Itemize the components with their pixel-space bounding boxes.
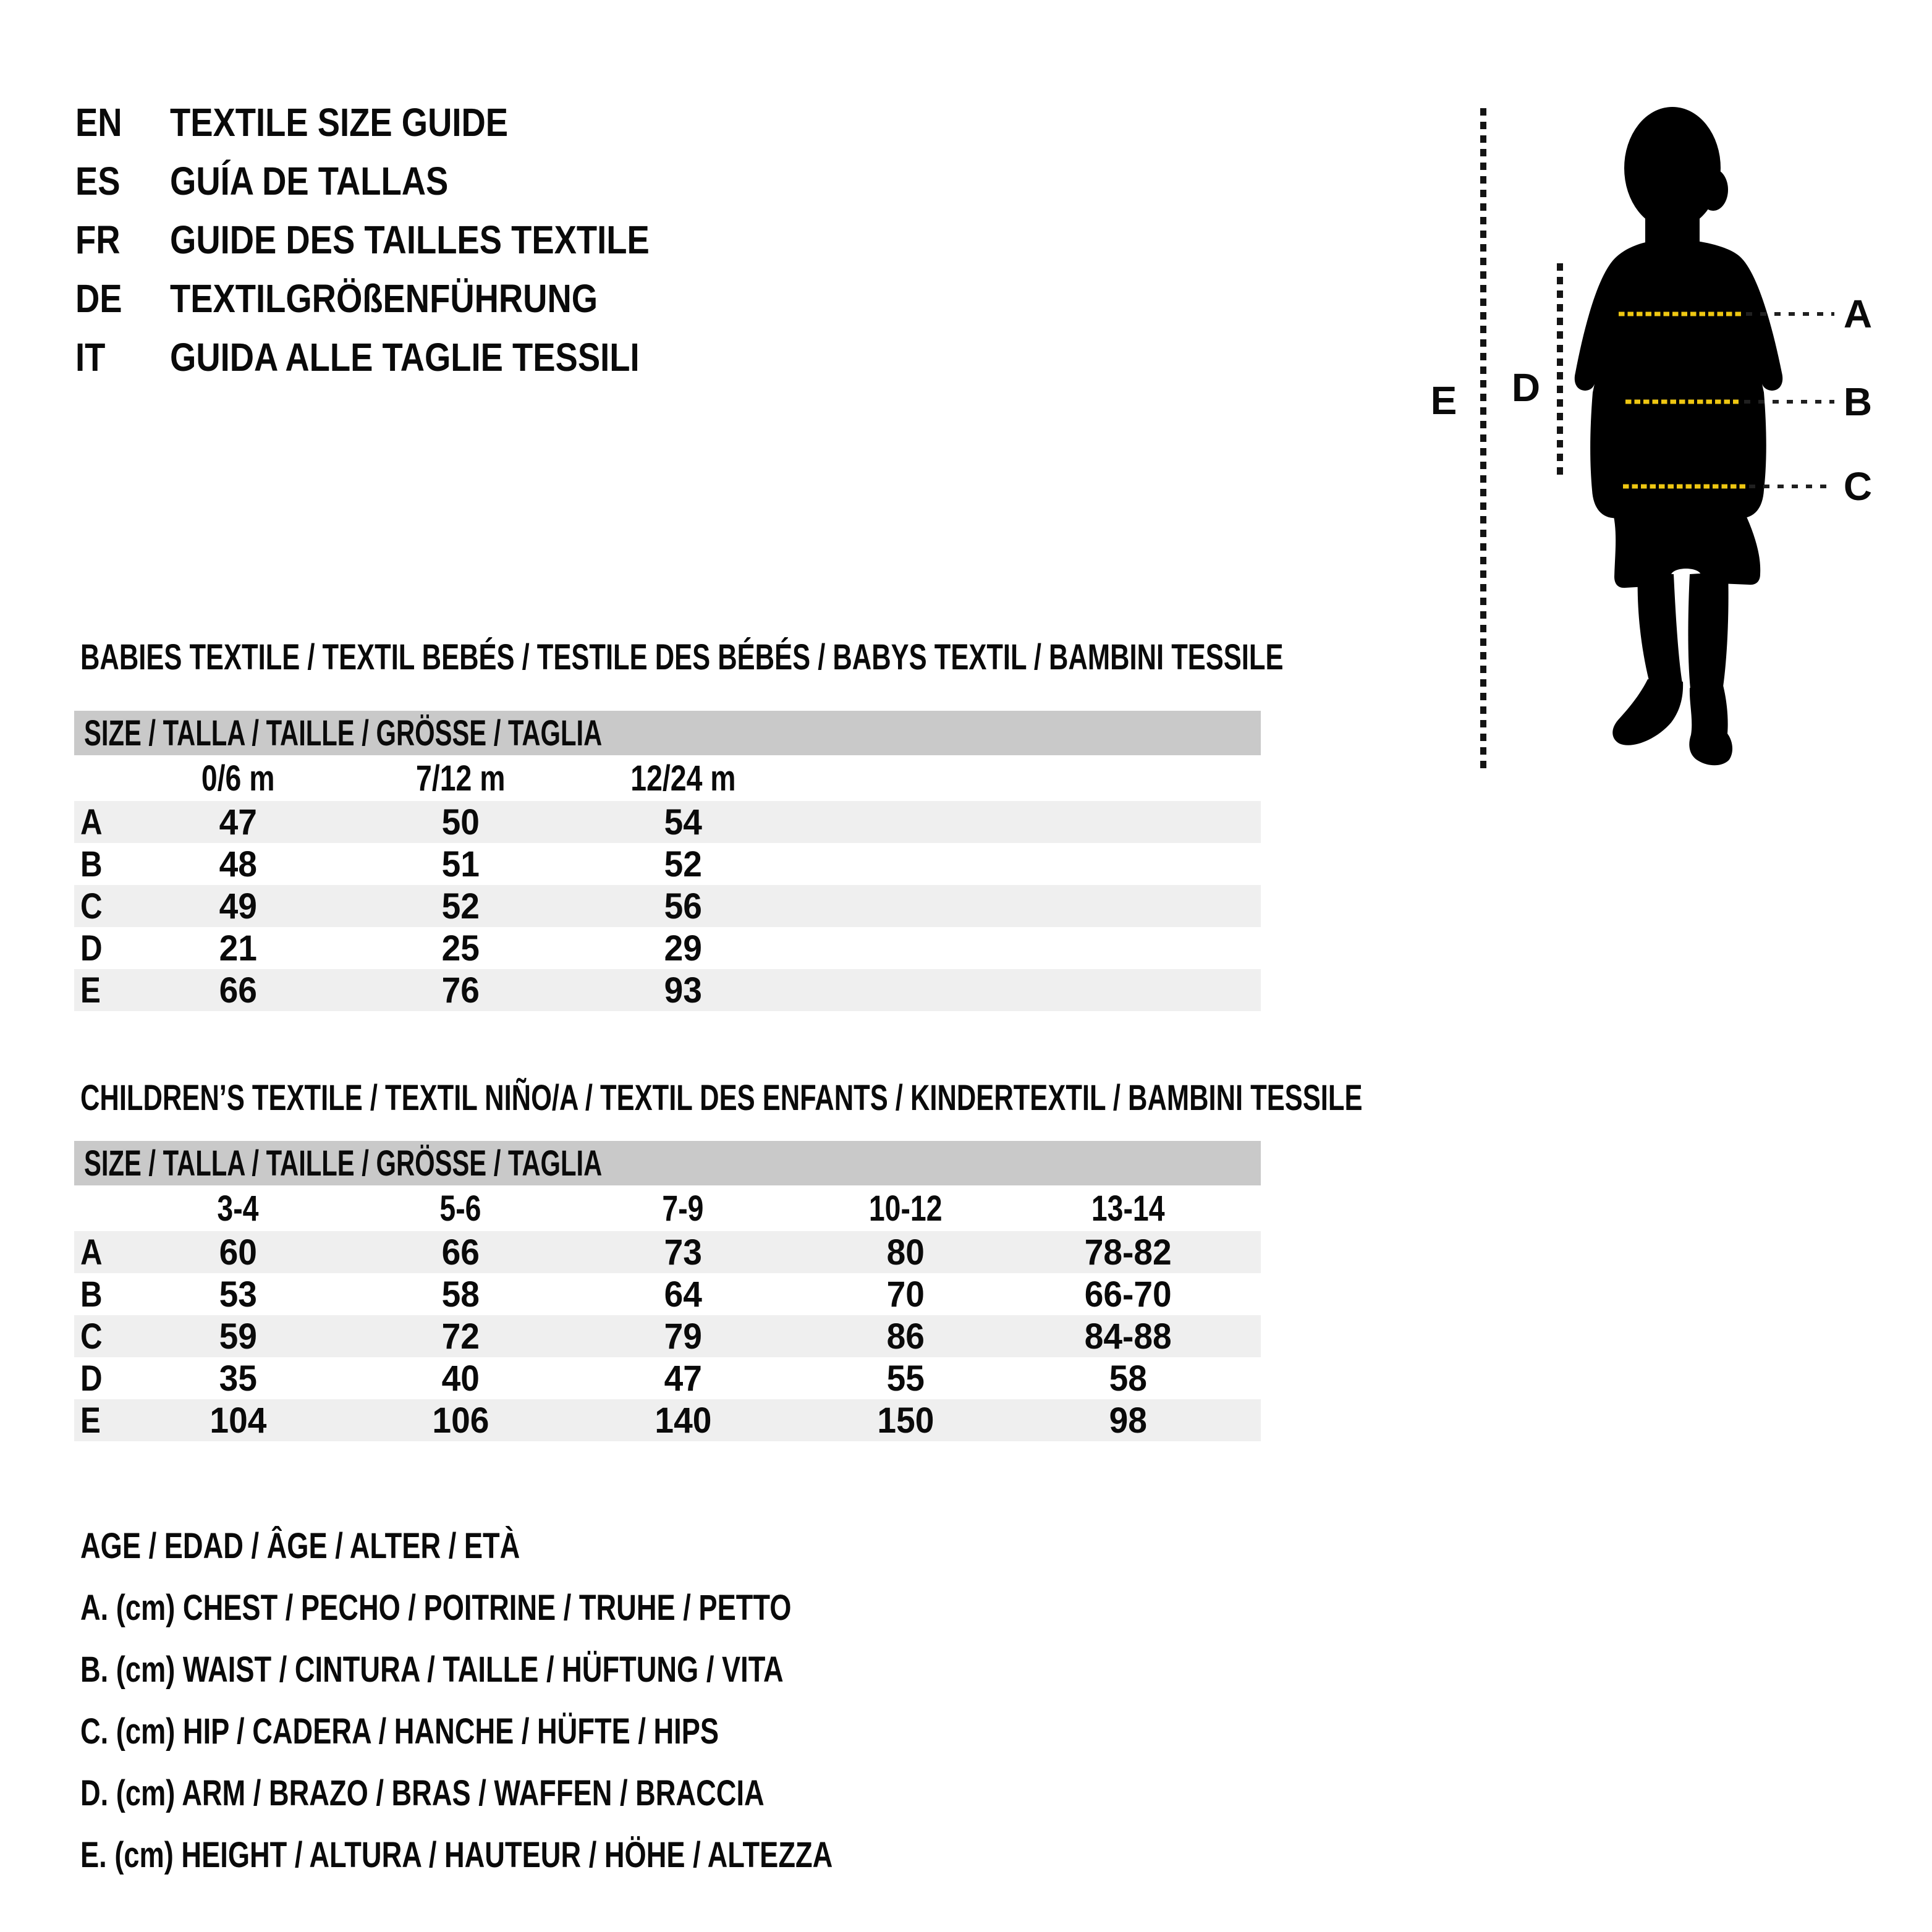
- value-text: 58: [1109, 1358, 1147, 1399]
- figure-label-c: C: [1843, 464, 1873, 509]
- row-label-text: E: [80, 1400, 101, 1441]
- legend-text: B. (cm) WAIST / CINTURA / TAILLE / HÜFTUNG / VITA: [80, 1649, 784, 1690]
- value-text: 56: [664, 886, 702, 926]
- row-label-text: A: [80, 802, 103, 842]
- value-cell: [572, 801, 794, 843]
- babies-column-header-text: 0/6 m: [201, 758, 275, 799]
- children-size-table: [74, 1141, 1261, 1441]
- babies-column-header-text: 12/24 m: [630, 758, 736, 799]
- value-text: 29: [664, 928, 702, 968]
- value-cell: [794, 1273, 1017, 1315]
- babies-section-title-text: BABIES TEXTILE / TEXTIL BEBÉS / TESTILE DES BÉBÉS / BABYS TEXTIL / BAMBINI TESSILE: [80, 637, 1284, 677]
- babies-size-table: [74, 711, 1261, 1011]
- language-title-it: [170, 334, 722, 380]
- value-text: 49: [219, 886, 257, 926]
- value-cell: [572, 1357, 794, 1399]
- value-cell: [794, 1315, 1017, 1357]
- value-text: 60: [219, 1232, 257, 1273]
- babies-size-header-bar: [74, 711, 1261, 755]
- row-label-text: B: [80, 844, 103, 884]
- legend-text: AGE / EDAD / ÂGE / ALTER / ETÀ: [80, 1525, 520, 1566]
- children-column-header-row: [74, 1185, 1261, 1231]
- value-cell: [572, 969, 794, 1011]
- value-text: 98: [1109, 1400, 1147, 1441]
- babies-table-row-c: [74, 885, 1261, 927]
- children-column-header: [572, 1185, 794, 1231]
- language-code-text: FR: [75, 217, 121, 262]
- value-text: 59: [219, 1316, 257, 1357]
- value-cell: [127, 1357, 349, 1399]
- language-code-text: EN: [75, 100, 122, 145]
- row-label-text: A: [80, 1232, 103, 1273]
- value-cell: [349, 927, 572, 969]
- babies-column-header: [349, 755, 572, 801]
- measurement-figure: [1428, 83, 1932, 788]
- babies-table-row-a: [74, 801, 1261, 843]
- language-code-it: [75, 334, 170, 380]
- value-text: 79: [664, 1316, 702, 1357]
- children-table-row-e: [74, 1399, 1261, 1441]
- language-title-text: GUIDA ALLE TAGLIE TESSILI: [170, 334, 640, 379]
- children-corner-cell: [74, 1185, 127, 1231]
- row-label-text: B: [80, 1274, 103, 1315]
- row-label-cell: [74, 1399, 127, 1441]
- babies-table-row-b: [74, 843, 1261, 885]
- value-text: 58: [441, 1274, 480, 1315]
- row-label-cell: [74, 1315, 127, 1357]
- language-title-en: [170, 100, 568, 145]
- legend-text: C. (cm) HIP / CADERA / HANCHE / HÜFTE / HIPS: [80, 1711, 719, 1752]
- legend-line-waist: [80, 1638, 1045, 1700]
- babies-size-header-text: SIZE / TALLA / TAILLE / GRÖSSE / TAGLIA: [84, 713, 603, 753]
- children-size-header-bar: [74, 1141, 1261, 1185]
- value-cell: [127, 1231, 349, 1273]
- language-title-es: [170, 158, 498, 204]
- language-row-de: [75, 269, 734, 328]
- value-cell: [572, 1399, 794, 1441]
- language-row-it: [75, 328, 734, 386]
- value-text: 40: [441, 1358, 480, 1399]
- value-cell: [349, 801, 572, 843]
- value-cell: [572, 1231, 794, 1273]
- value-text: 73: [664, 1232, 702, 1273]
- children-column-header: [794, 1185, 1017, 1231]
- value-text: 35: [219, 1358, 257, 1399]
- value-cell: [794, 1357, 1017, 1399]
- value-cell: [127, 843, 349, 885]
- language-row-en: [75, 93, 734, 151]
- value-text: 80: [886, 1232, 925, 1273]
- row-label-cell: [74, 969, 127, 1011]
- babies-column-header-row: [74, 755, 1261, 801]
- value-text: 21: [219, 928, 257, 968]
- value-text: 66-70: [1084, 1274, 1172, 1315]
- row-label-cell: [74, 1273, 127, 1315]
- value-text: 104: [210, 1400, 266, 1441]
- children-table-row-a: [74, 1231, 1261, 1273]
- figure-label-a: A: [1843, 292, 1873, 336]
- children-column-header-text: 3-4: [217, 1188, 259, 1229]
- language-title-text: GUÍA DE TALLAS: [170, 158, 449, 203]
- language-code-text: ES: [75, 158, 121, 203]
- children-column-header-text: 7-9: [662, 1188, 704, 1229]
- value-text: 48: [219, 844, 257, 884]
- children-section-title-text: CHILDREN’S TEXTILE / TEXTIL NIÑO/A / TEXTIL DES ENFANTS / KINDERTEXTIL / BAMBINI TESSILE: [80, 1078, 1363, 1118]
- value-text: 54: [664, 802, 702, 842]
- silhouette-right-shoe: [1689, 685, 1732, 765]
- language-title-list: [75, 93, 734, 386]
- figure-label-d: D: [1511, 365, 1541, 410]
- value-text: 78-82: [1084, 1232, 1172, 1273]
- silhouette-left-shoe: [1612, 679, 1683, 745]
- language-title-de: [170, 276, 673, 321]
- babies-column-header: [572, 755, 794, 801]
- row-label-cell: [74, 1357, 127, 1399]
- children-column-header-text: 10-12: [868, 1188, 943, 1229]
- value-cell: [1017, 1399, 1239, 1441]
- babies-corner-cell: [74, 755, 127, 801]
- language-code-en: [75, 100, 170, 145]
- value-text: 55: [886, 1358, 925, 1399]
- language-code-de: [75, 276, 170, 321]
- value-cell: [349, 843, 572, 885]
- babies-table-row-d: [74, 927, 1261, 969]
- row-label-text: D: [80, 1358, 103, 1399]
- value-cell: [572, 927, 794, 969]
- value-cell: [127, 801, 349, 843]
- value-cell: [127, 1273, 349, 1315]
- children-size-header-text: SIZE / TALLA / TAILLE / GRÖSSE / TAGLIA: [84, 1143, 603, 1184]
- row-label-cell: [74, 927, 127, 969]
- language-code-es: [75, 158, 170, 204]
- legend-line-arm: [80, 1762, 1045, 1824]
- row-label-cell: [74, 843, 127, 885]
- row-label-cell: [74, 885, 127, 927]
- babies-table-row-e: [74, 969, 1261, 1011]
- value-cell: [127, 1315, 349, 1357]
- value-text: 51: [441, 844, 480, 884]
- children-table-row-c: [74, 1315, 1261, 1357]
- language-title-fr: [170, 217, 734, 263]
- value-cell: [127, 969, 349, 1011]
- language-row-fr: [75, 210, 734, 269]
- value-text: 150: [877, 1400, 934, 1441]
- value-cell: [572, 1273, 794, 1315]
- legend-line-height: [80, 1824, 1045, 1886]
- value-text: 72: [441, 1316, 480, 1357]
- legend-line-hip: [80, 1700, 1045, 1762]
- language-code-text: DE: [75, 276, 122, 321]
- legend-text: D. (cm) ARM / BRAZO / BRAS / WAFFEN / BRACCIA: [80, 1773, 765, 1813]
- value-text: 66: [219, 970, 257, 1010]
- legend-line-age: [80, 1515, 1045, 1577]
- row-label-text: C: [80, 1316, 103, 1357]
- figure-label-e: E: [1430, 378, 1457, 423]
- babies-section-title: [80, 637, 1684, 677]
- value-cell: [572, 885, 794, 927]
- value-text: 47: [664, 1358, 702, 1399]
- silhouette-ear: [1698, 169, 1728, 211]
- value-text: 76: [441, 970, 480, 1010]
- value-text: 52: [664, 844, 702, 884]
- language-title-text: TEXTILGRÖßENFÜHRUNG: [170, 276, 598, 321]
- value-cell: [349, 885, 572, 927]
- value-cell: [349, 969, 572, 1011]
- row-label-cell: [74, 1231, 127, 1273]
- language-code-fr: [75, 217, 170, 263]
- value-cell: [349, 1315, 572, 1357]
- row-label-cell: [74, 801, 127, 843]
- legend-text: A. (cm) CHEST / PECHO / POITRINE / TRUHE / PETTO: [80, 1587, 792, 1628]
- row-label-text: E: [80, 970, 101, 1010]
- value-cell: [572, 1315, 794, 1357]
- row-label-text: D: [80, 928, 103, 968]
- silhouette-shorts: [1612, 509, 1760, 588]
- children-column-header-text: 13-14: [1091, 1188, 1165, 1229]
- legend-line-chest: [80, 1577, 1045, 1638]
- value-text: 52: [441, 886, 480, 926]
- measurement-legend: [80, 1515, 1045, 1886]
- value-text: 140: [655, 1400, 711, 1441]
- language-title-text: TEXTILE SIZE GUIDE: [170, 100, 509, 145]
- value-text: 86: [886, 1316, 925, 1357]
- babies-column-header: [127, 755, 349, 801]
- value-cell: [1017, 1273, 1239, 1315]
- value-cell: [349, 1231, 572, 1273]
- value-text: 84-88: [1084, 1316, 1172, 1357]
- value-text: 106: [432, 1400, 489, 1441]
- language-row-es: [75, 151, 734, 210]
- children-column-header: [127, 1185, 349, 1231]
- value-cell: [127, 885, 349, 927]
- children-column-header-text: 5-6: [439, 1188, 481, 1229]
- value-text: 50: [441, 802, 480, 842]
- value-text: 53: [219, 1274, 257, 1315]
- value-cell: [1017, 1231, 1239, 1273]
- value-text: 93: [664, 970, 702, 1010]
- children-column-header: [349, 1185, 572, 1231]
- value-cell: [349, 1273, 572, 1315]
- value-text: 70: [886, 1274, 925, 1315]
- value-cell: [1017, 1357, 1239, 1399]
- value-text: 64: [664, 1274, 702, 1315]
- language-code-text: IT: [75, 334, 106, 379]
- value-cell: [1017, 1315, 1239, 1357]
- value-cell: [127, 927, 349, 969]
- value-cell: [349, 1399, 572, 1441]
- language-title-text: GUIDE DES TAILLES TEXTILE: [170, 217, 650, 262]
- children-table-row-d: [74, 1357, 1261, 1399]
- silhouette-right-leg: [1688, 572, 1729, 689]
- children-column-header: [1017, 1185, 1239, 1231]
- babies-column-header-text: 7/12 m: [415, 758, 506, 799]
- silhouette-shirt: [1575, 239, 1782, 518]
- children-table-row-b: [74, 1273, 1261, 1315]
- figure-label-b: B: [1843, 379, 1873, 424]
- value-text: 47: [219, 802, 257, 842]
- value-cell: [794, 1231, 1017, 1273]
- value-cell: [794, 1399, 1017, 1441]
- value-text: 25: [441, 928, 480, 968]
- row-label-text: C: [80, 886, 103, 926]
- value-cell: [349, 1357, 572, 1399]
- value-text: 66: [441, 1232, 480, 1273]
- legend-text: E. (cm) HEIGHT / ALTURA / HAUTEUR / HÖHE / ALTEZZA: [80, 1834, 833, 1875]
- value-cell: [127, 1399, 349, 1441]
- children-section-title: [80, 1080, 1790, 1116]
- value-cell: [572, 843, 794, 885]
